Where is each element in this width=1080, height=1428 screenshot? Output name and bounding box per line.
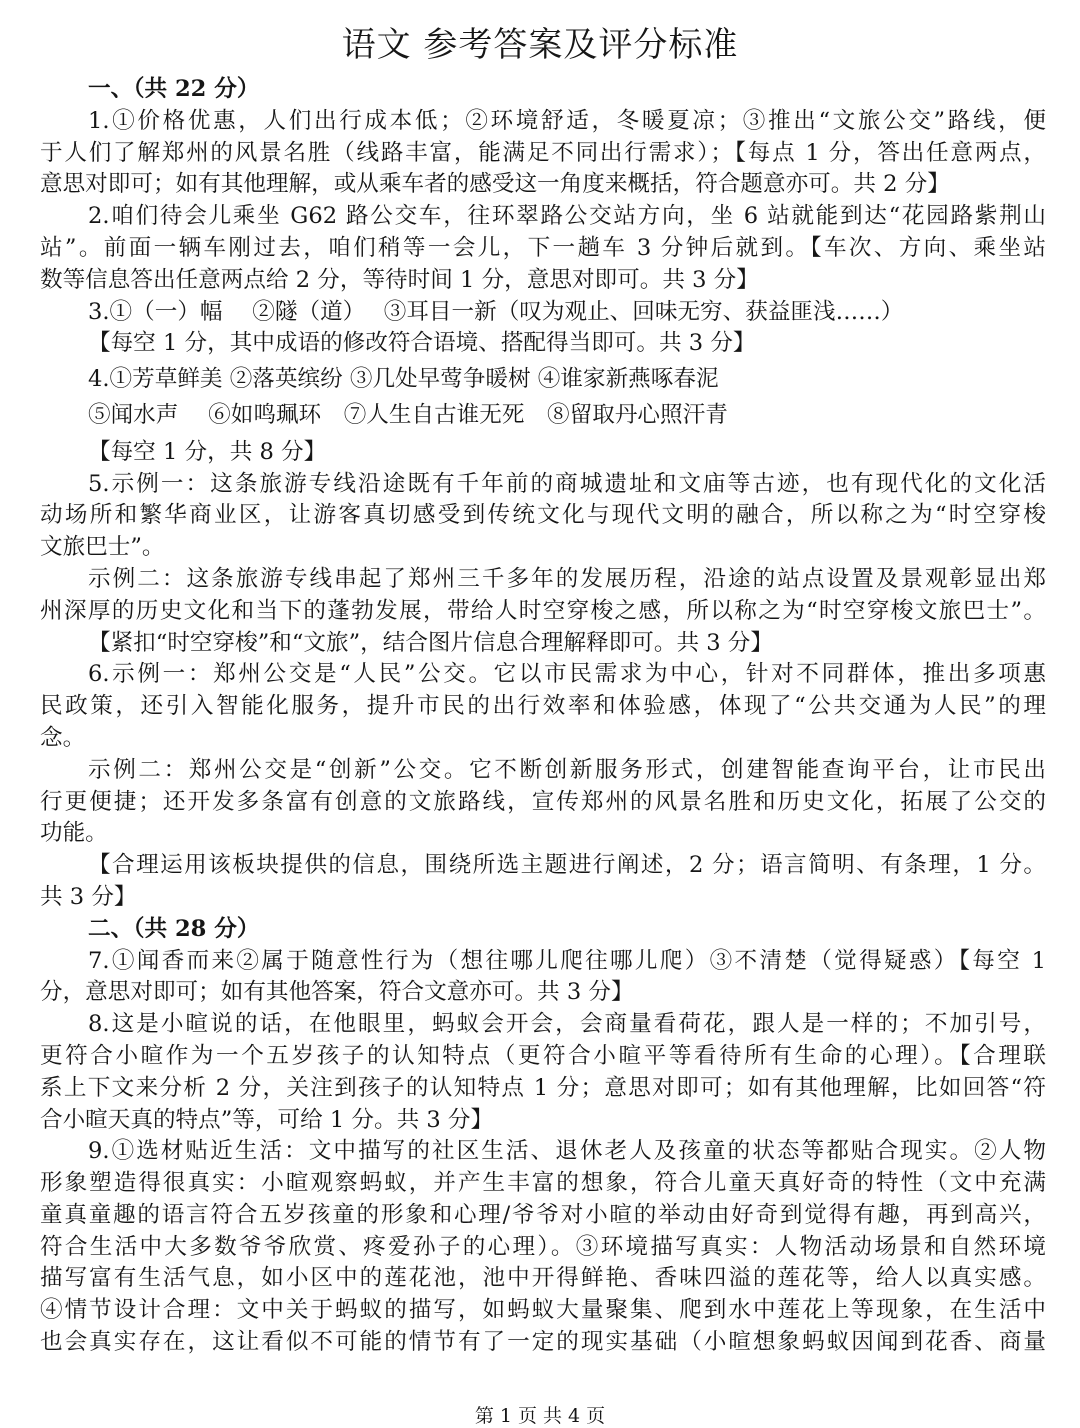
question-2-answer — [40, 201, 1046, 296]
text-line: 站”。前面一辆车刚过去，咱们稍等一会儿，下一趟车 3 分钟后就到。【车次、方向、乘坐站 — [40, 234, 1046, 261]
answer-content — [40, 74, 1046, 1359]
text-line: 1.①价格优惠，人们出行成本低；②环境舒适，冬暖夏凉；③推出“文旅公交”路线，便 — [88, 107, 1046, 134]
text-line: 2.咱们待会儿乘坐 G62 路公交车，往环翠路公交站方向，坐 6 站就能到达“花园路紫荆山 — [88, 203, 1046, 230]
text-line: 意思对即可；如有其他理解，或从乘车者的感受这一角度来概括，符合题意亦可。共 2 分】 — [40, 171, 950, 198]
question-5-answer — [40, 469, 1046, 660]
scoring-note: 共 3 分】 — [40, 883, 137, 910]
question-8-answer — [40, 1009, 1046, 1136]
scoring-note: 【每空 1 分，共 8 分】 — [88, 438, 327, 465]
scoring-note: 【每空 1 分，其中成语的修改符合语境、搭配得当即可。共 3 分】 — [88, 330, 756, 357]
text-line: 示例二：这条旅游专线串起了郑州三千多年的发展历程，沿途的站点设置及景观彰显出郑 — [88, 565, 1046, 592]
text-line: 也会真实存在，这让看似不可能的情节有了一定的现实基础（小暄想象蚂蚁因闻到花香、商量 — [40, 1329, 1046, 1356]
text-line: 8.这是小暄说的话，在他眼里，蚂蚁会开会，会商量看荷花，跟人是一样的；不加引号， — [88, 1011, 1046, 1038]
text-line: 行更便捷；还开发多条富有创意的文旅路线，宣传郑州的风景名胜和历史文化，拓展了公交的 — [40, 788, 1046, 815]
text-line: 4.①芳草鲜美 ②落英缤纷 ③几处早莺争暖树 ④谁家新燕啄春泥 — [88, 366, 719, 393]
text-line: 系上下文来分析 2 分，关注到孩子的认知特点 1 分；意思对即可；如有其他理解，比如回答“符 — [40, 1074, 1046, 1101]
scoring-note: 【紧扣“时空穿梭”和“文旅”，结合图片信息合理解释即可。共 3 分】 — [88, 629, 773, 656]
text-line: 示例二：郑州公交是“创新”公交。它不断创新服务形式，创建智能查询平台，让市民出 — [88, 756, 1046, 783]
question-1-answer — [40, 106, 1046, 201]
page-number: 第 1 页 共 4 页 — [474, 1405, 606, 1427]
text-line: 文旅巴士”。 — [40, 534, 165, 561]
text-line: 于人们了解郑州的风景名胜（线路丰富，能满足不同出行需求）；【每点 1 分，答出任意两点， — [40, 139, 1046, 166]
text-line: 州深厚的历史文化和当下的蓬勃发展，带给人时空穿梭之感，所以称之为“时空穿梭文旅巴士”。 — [40, 597, 1046, 624]
text-line: 6.示例一：郑州公交是“人民”公交。它以市民需求为中心，针对不同群体，推出多项惠 — [88, 661, 1046, 688]
text-line: 描写富有生活气息，如小区中的莲花池，池中开得鲜艳、香味四溢的莲花等，给人以真实感。 — [40, 1265, 1046, 1292]
question-6-answer — [40, 659, 1046, 913]
text-line: 7.①闻香而来②属于随意性行为（想往哪儿爬往哪儿爬）③不清楚（觉得疑惑）【每空 1 — [88, 947, 1046, 974]
section-1-heading: 一、（共 22 分） — [88, 76, 260, 102]
text-line: 5.示例一：这条旅游专线沿途既有千年前的商城遗址和文庙等古迹，也有现代化的文化活 — [88, 470, 1046, 497]
text-line: 童真童趣的语言符合五岁孩童的形象和心理/爷爷对小暄的举动由好奇到觉得有趣，再到高兴， — [40, 1201, 1046, 1228]
text-line: 3.①（一）幅 ②隧（道） ③耳目一新（叹为观止、回味无穷、获益匪浅……） — [88, 298, 904, 325]
text-line: 民政策，还引入智能化服务，提升市民的出行效率和体验感，体现了“公共交通为人民”的理 — [40, 693, 1046, 720]
question-9-answer — [40, 1136, 1046, 1359]
question-7-answer — [40, 946, 1046, 1010]
text-line: 符合生活中大多数爷爷欣赏、疼爱孙子的心理）。③环境描写真实：人物活动场景和自然环境 — [40, 1233, 1046, 1260]
text-line: ④情节设计合理：文中关于蚂蚁的描写，如蚂蚁大量聚集、爬到水中莲花上等现象，在生活中 — [40, 1297, 1046, 1324]
page-title: 语文 参考答案及评分标准 — [341, 25, 739, 65]
text-line: 念。 — [40, 724, 86, 751]
text-line: 更符合小暄作为一个五岁孩子的认知特点（更符合小暄平等看待所有生命的心理）。【合理联 — [40, 1042, 1046, 1069]
section-2-heading: 二、（共 28 分） — [88, 915, 260, 942]
text-line: 分，意思对即可；如有其他答案，符合文意亦可。共 3 分】 — [40, 979, 634, 1006]
text-line: 合小暄天真的特点”等，可给 1 分。共 3 分】 — [40, 1106, 494, 1133]
scoring-note: 【合理运用该板块提供的信息，围绕所选主题进行阐述，2 分；语言简明、有条理，1 分。 — [88, 852, 1046, 879]
text-line: 数等信息答出任意两点给 2 分，等待时间 1 分，意思对即可。共 3 分】 — [40, 266, 759, 293]
text-line: 形象塑造得很真实：小暄观察蚂蚁，并产生丰富的想象，符合儿童天真好奇的特性（文中充满 — [40, 1170, 1046, 1197]
text-line: 功能。 — [40, 820, 108, 847]
text-line: 9.①选材贴近生活：文中描写的社区生活、退休老人及孩童的状态等都贴合现实。②人物 — [88, 1138, 1046, 1165]
question-4-answer — [40, 364, 1046, 468]
text-line: 动场所和繁华商业区，让游客真切感受到传统文化与现代文明的融合，所以称之为“时空穿梭 — [40, 502, 1046, 529]
text-line: ⑤闻水声 ⑥如鸣珮环 ⑦人生自古谁无死 ⑧留取丹心照汗青 — [88, 401, 728, 428]
question-3-answer — [40, 297, 1046, 361]
